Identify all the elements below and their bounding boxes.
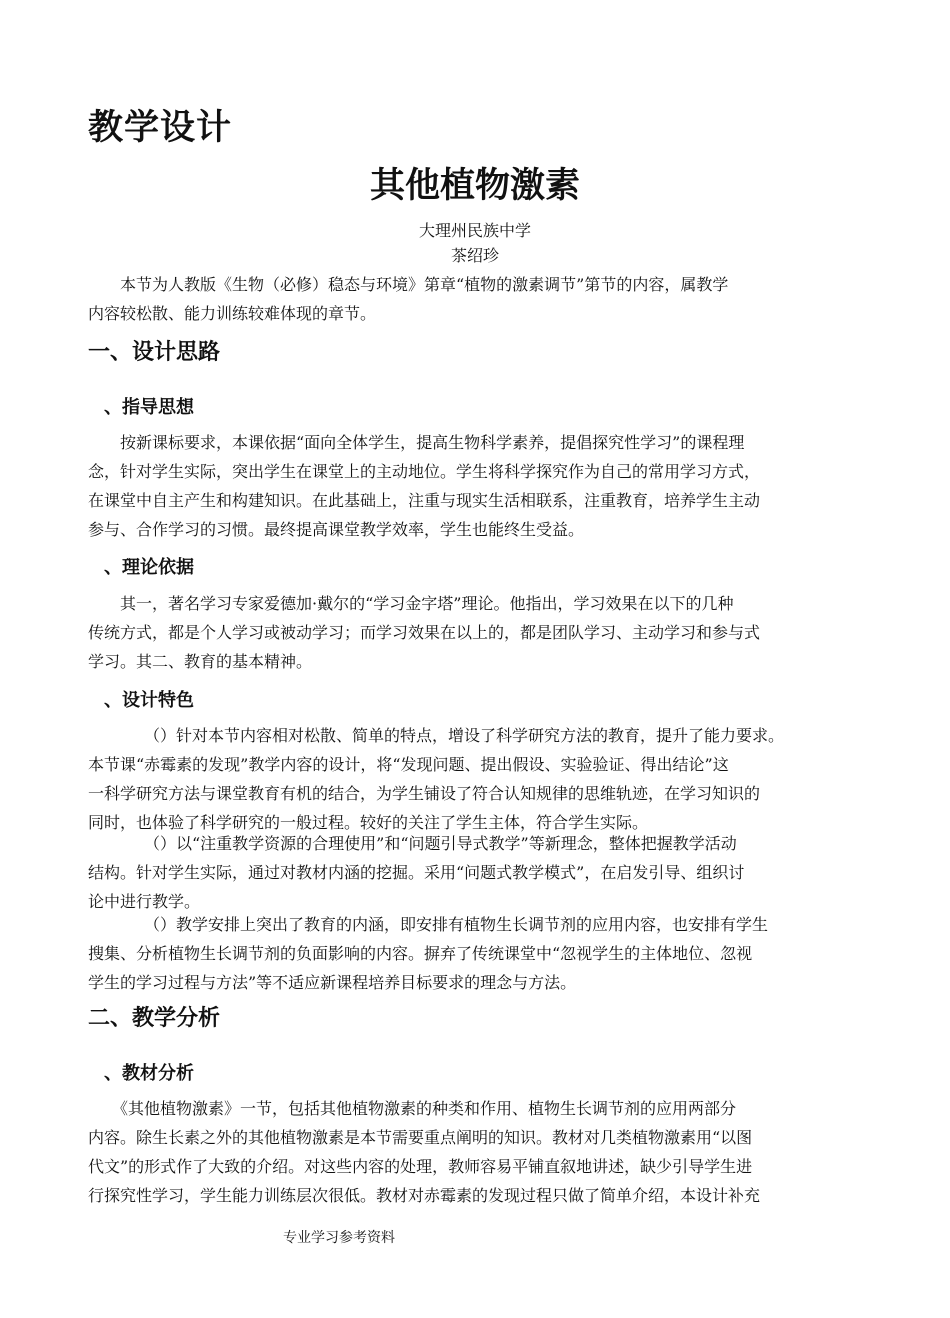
- section-heading-design-ideas: 一、设计思路: [88, 340, 221, 365]
- textbook-analysis-paragraph: [88, 1094, 868, 1210]
- intro-paragraph: [88, 270, 868, 328]
- text-line: 学生的学习过程与方法”等不适应新课程培养目标要求的理念与方法。: [88, 973, 577, 992]
- subheading-theoretical-basis: 、理论依据: [104, 557, 194, 578]
- text-line: 《其他植物激素》一节，包括其他植物激素的种类和作用、植物生长调节剂的应用两部分: [88, 1099, 737, 1118]
- subheading-guiding-thought: 、指导思想: [104, 397, 194, 418]
- text-line: 传统方式，都是个人学习或被动学习；而学习效果在以上的，都是团队学习、主动学习和参与式: [88, 623, 761, 642]
- guiding-thought-paragraph: [88, 428, 868, 544]
- text-line: 内容。除生长素之外的其他植物激素是本节需要重点阐明的知识。教材对几类植物激素用“以图: [88, 1128, 753, 1147]
- author-name: 茶绍珍: [450, 246, 499, 265]
- text-line: 同时，也体验了科学研究的一般过程。较好的关注了学生主体，符合学生实际。: [88, 813, 649, 832]
- text-line: 念，针对学生实际，突出学生在课堂上的主动地位。学生将科学探究作为自己的常用学习方式，: [88, 462, 761, 481]
- subheading-design-features: 、设计特色: [104, 690, 194, 711]
- text-line: （）针对本节内容相对松散、简单的特点，增设了科学研究方法的教育，提升了能力要求。: [88, 726, 785, 745]
- page-footer: 专业学习参考资料: [283, 1230, 395, 1246]
- text-line: 在课堂中自主产生和构建知识。在此基础上，注重与现实生活相联系，注重教育，培养学生主动: [88, 491, 761, 510]
- design-features-paragraph-3: [88, 910, 868, 997]
- text-line: 内容较松散、能力训练较难体现的章节。: [88, 304, 377, 323]
- document-label: 教学设计: [88, 108, 233, 148]
- theoretical-basis-paragraph: [88, 589, 868, 676]
- text-line: 其一，著名学习专家爱德加·戴尔的“学习金字塔”理论。他指出，学习效果在以下的几种: [88, 594, 734, 613]
- text-line: 搜集、分析植物生长调节剂的负面影响的内容。摒弃了传统课堂中“忽视学生的主体地位、忽视: [88, 944, 753, 963]
- text-line: 本节为人教版《生物（必修）稳态与环境》第章“植物的激素调节”第节的内容，属教学: [88, 275, 729, 294]
- text-line: （）教学安排上突出了教育的内涵，即安排有植物生长调节剂的应用内容，也安排有学生: [88, 915, 769, 934]
- text-line: 本节课“赤霉素的发现”教学内容的设计，将“发现问题、提出假设、实验验证、得出结论”这: [88, 755, 729, 774]
- text-line: 结构。针对学生实际，通过对教材内涵的挖掘。采用“问题式教学模式”，在启发引导、组织讨: [88, 863, 745, 882]
- text-line: 一科学研究方法与课堂教育有机的结合，为学生铺设了符合认知规律的思维轨迹，在学习知识的: [88, 784, 761, 803]
- text-line: 参与、合作学习的习惯。最终提高课堂教学效率，学生也能终生受益。: [88, 520, 585, 539]
- text-line: 按新课标要求，本课依据“面向全体学生，提高生物科学素养，提倡探究性学习”的课程理: [88, 433, 745, 452]
- design-features-paragraph-2: [88, 829, 868, 916]
- text-line: 代文”的形式作了大致的介绍。对这些内容的处理，教师容易平铺直叙地讲述，缺少引导学生进: [88, 1157, 753, 1176]
- text-line: 学习。其二、教育的基本精神。: [88, 652, 313, 671]
- text-line: 行探究性学习，学生能力训练层次很低。教材对赤霉素的发现过程只做了简单介绍，本设计补充: [88, 1186, 761, 1205]
- design-features-paragraph-1: [88, 721, 868, 837]
- section-heading-teaching-analysis: 二、教学分析: [88, 1006, 221, 1031]
- text-line: 论中进行教学。: [88, 892, 201, 911]
- subheading-textbook-analysis: 、教材分析: [104, 1063, 194, 1084]
- text-line: （）以“注重教学资源的合理使用”和“问题引导式教学”等新理念，整体把握教学活动: [88, 834, 737, 853]
- page-title: 其他植物激素: [369, 166, 580, 206]
- author-school: 大理州民族中学: [418, 221, 531, 240]
